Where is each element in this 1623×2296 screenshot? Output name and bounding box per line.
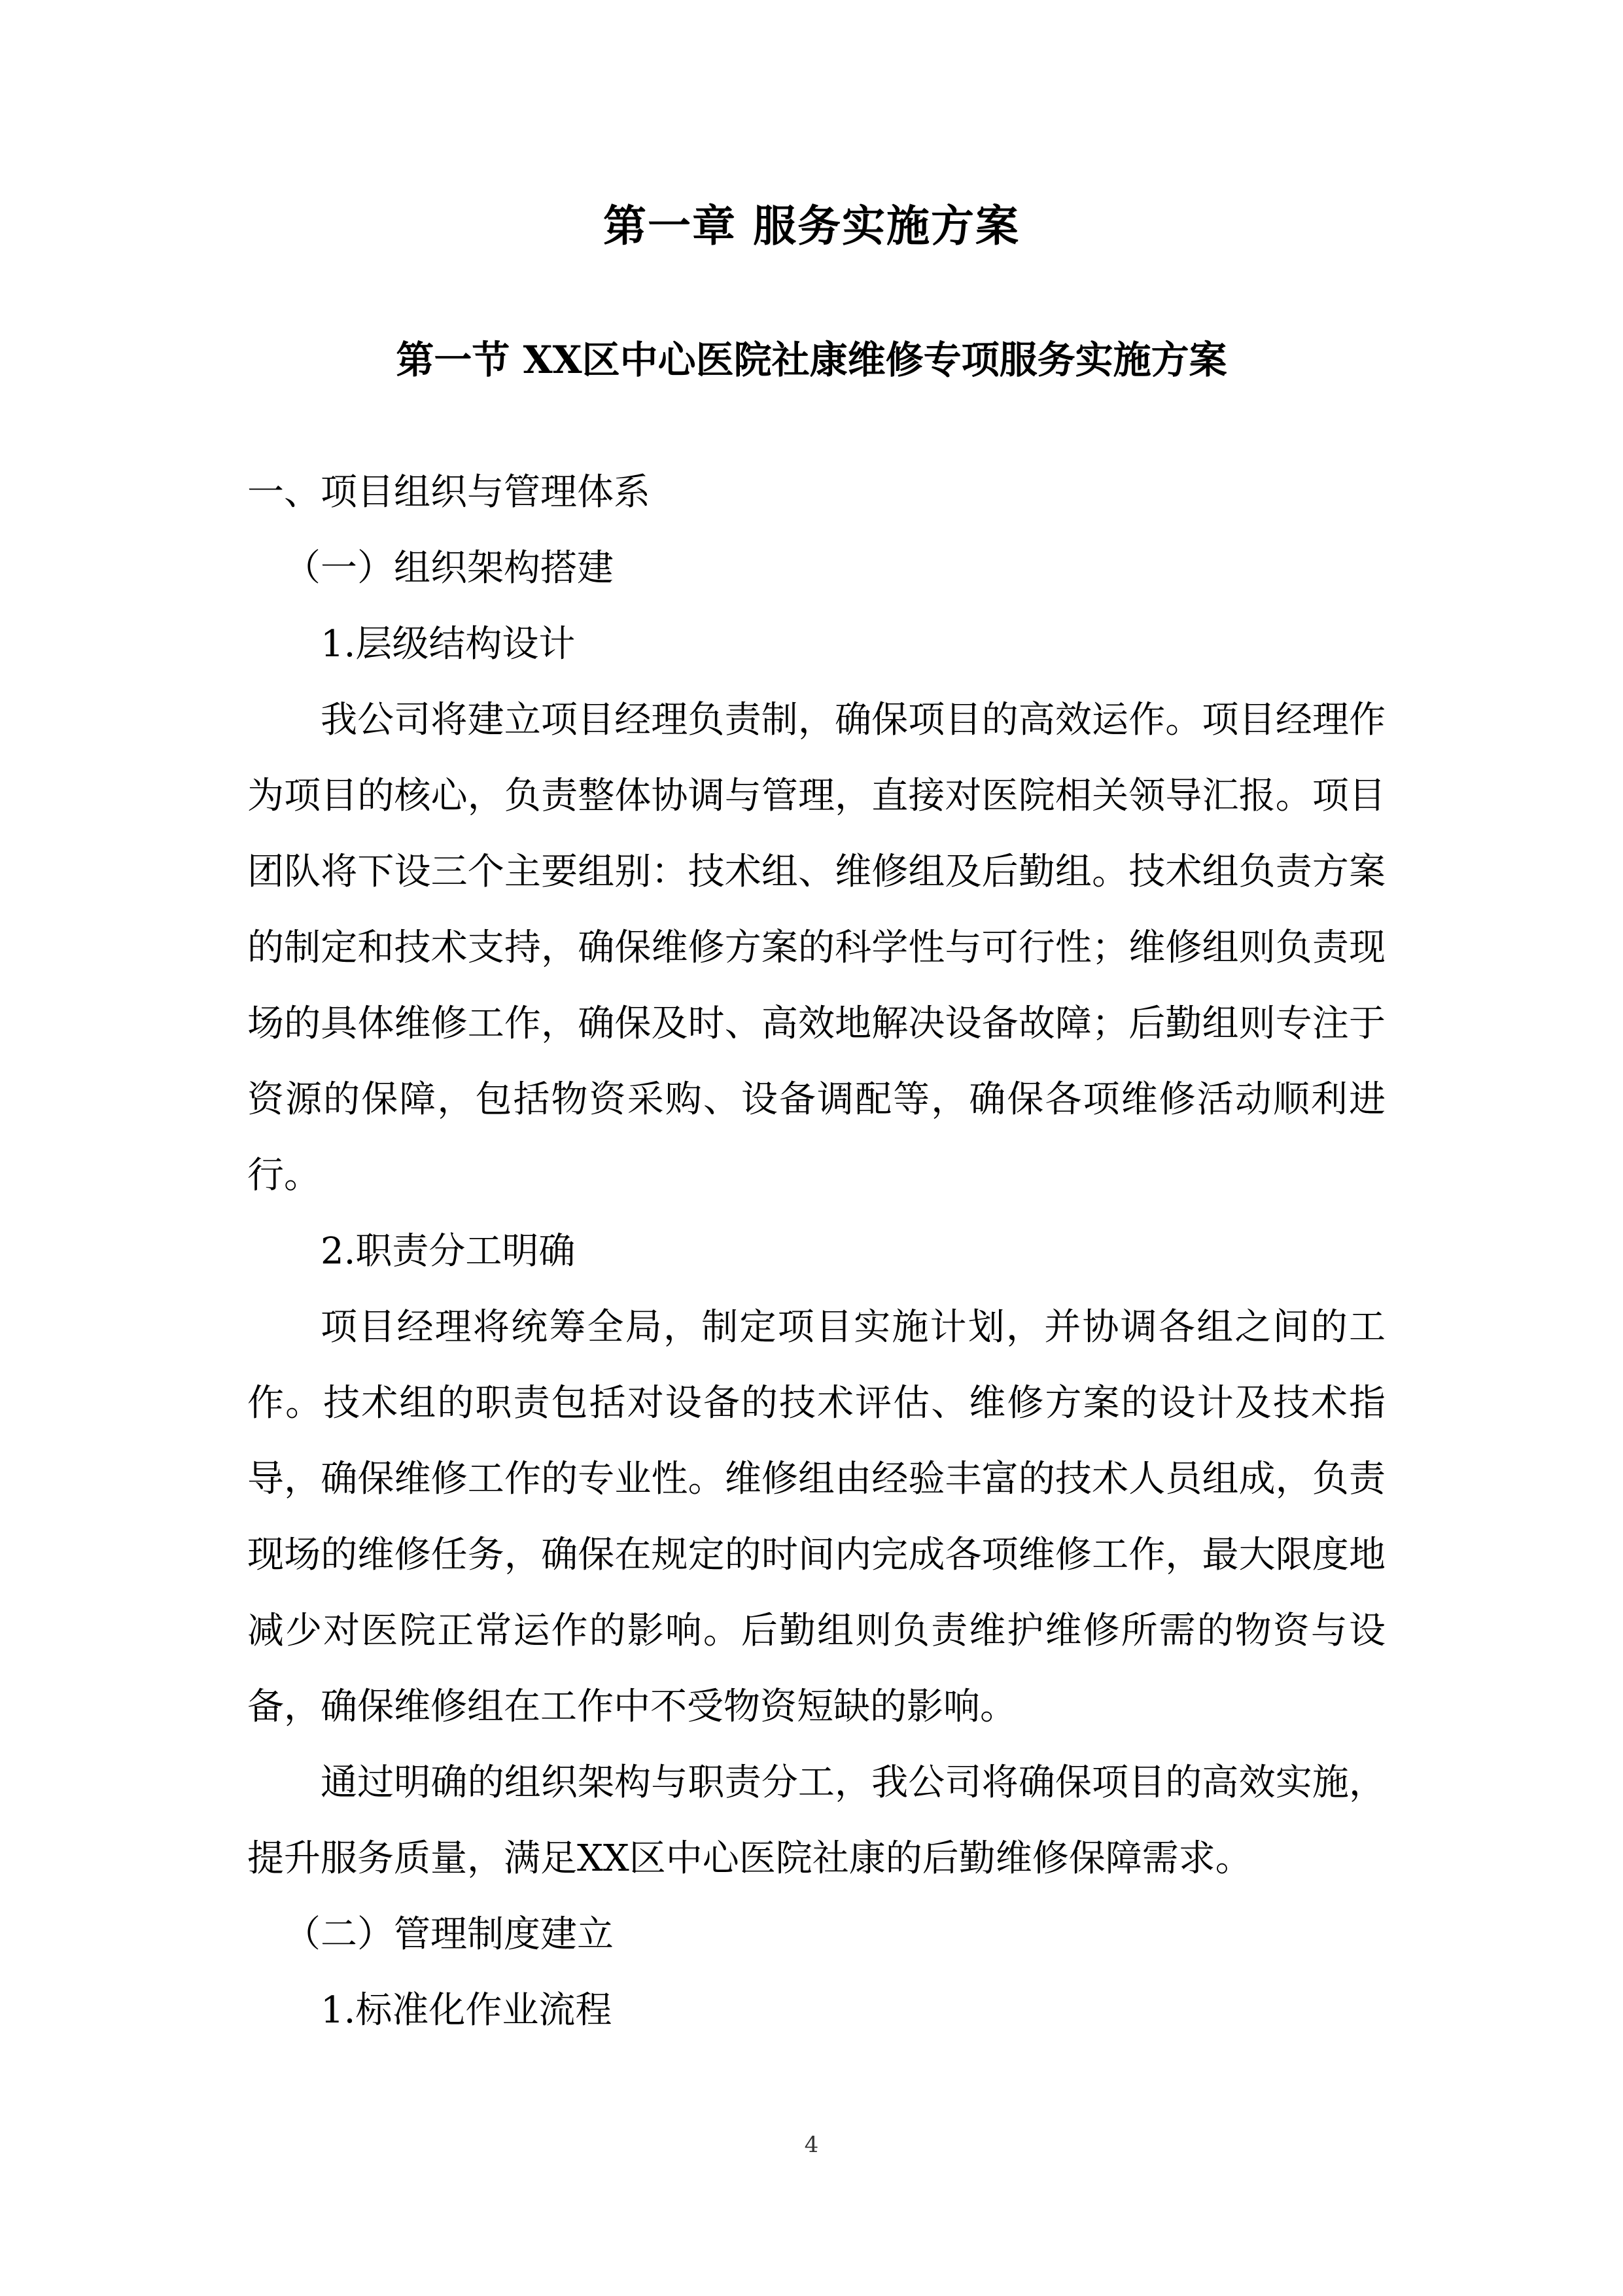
paragraph-hierarchy: 我公司将建立项目经理负责制，确保项目的高效运作。项目经理作为项目的核心，负责整体协调与管理，直接对医院相关领导汇报。项目团队将下设三个主要组别：技术组、维修组及后勤组。技术组负责方案的制定和技术支持，确保维修方案的科学性与可行性；维修组则负责现场的具体维修工作，确保及时、高效地解决设备故障；后勤组则专注于资源的保障，包括物资采购、设备调配等，确保各项维修活动顺利进行。: [247, 699, 1386, 1197]
item-hierarchy-design: 1.层级结构设计: [321, 623, 576, 665]
item-standard-process: 1.标准化作业流程: [321, 1989, 612, 2032]
paragraph-responsibilities: 项目经理将统筹全局，制定项目实施计划，并协调各组之间的工作。技术组的职责包括对设备的技术评估、维修方案的设计及技术指导，确保维修工作的专业性。维修组由经验丰富的技术人员组成，负责现场的维修任务，确保在规定的时间内完成各项维修工作，最大限度地减少对医院正常运作的影响。后勤组则负责维护维修所需的物资与设备，确保维修组在工作中不受物资短缺的影响。: [247, 1306, 1386, 1728]
subheading-management-system: （二）管理制度建立: [284, 1913, 614, 1956]
section-title: 第一节 XX区中心医院社康维修专项服务实施方案: [396, 338, 1227, 382]
paragraph-summary: 通过明确的组织架构与职责分工，我公司将确保项目的高效实施，提升服务质量，满足XX区中心医院社康的后勤维修保障需求。: [247, 1761, 1386, 1880]
heading-project-organization: 一、项目组织与管理体系: [247, 471, 650, 514]
subheading-org-structure: （一）组织架构搭建: [284, 547, 614, 590]
item-responsibilities: 2.职责分工明确: [321, 1230, 576, 1273]
document-body: [247, 455, 1386, 2049]
chapter-title: 第一章 服务实施方案: [603, 200, 1020, 251]
page-number: 4: [804, 2132, 819, 2158]
